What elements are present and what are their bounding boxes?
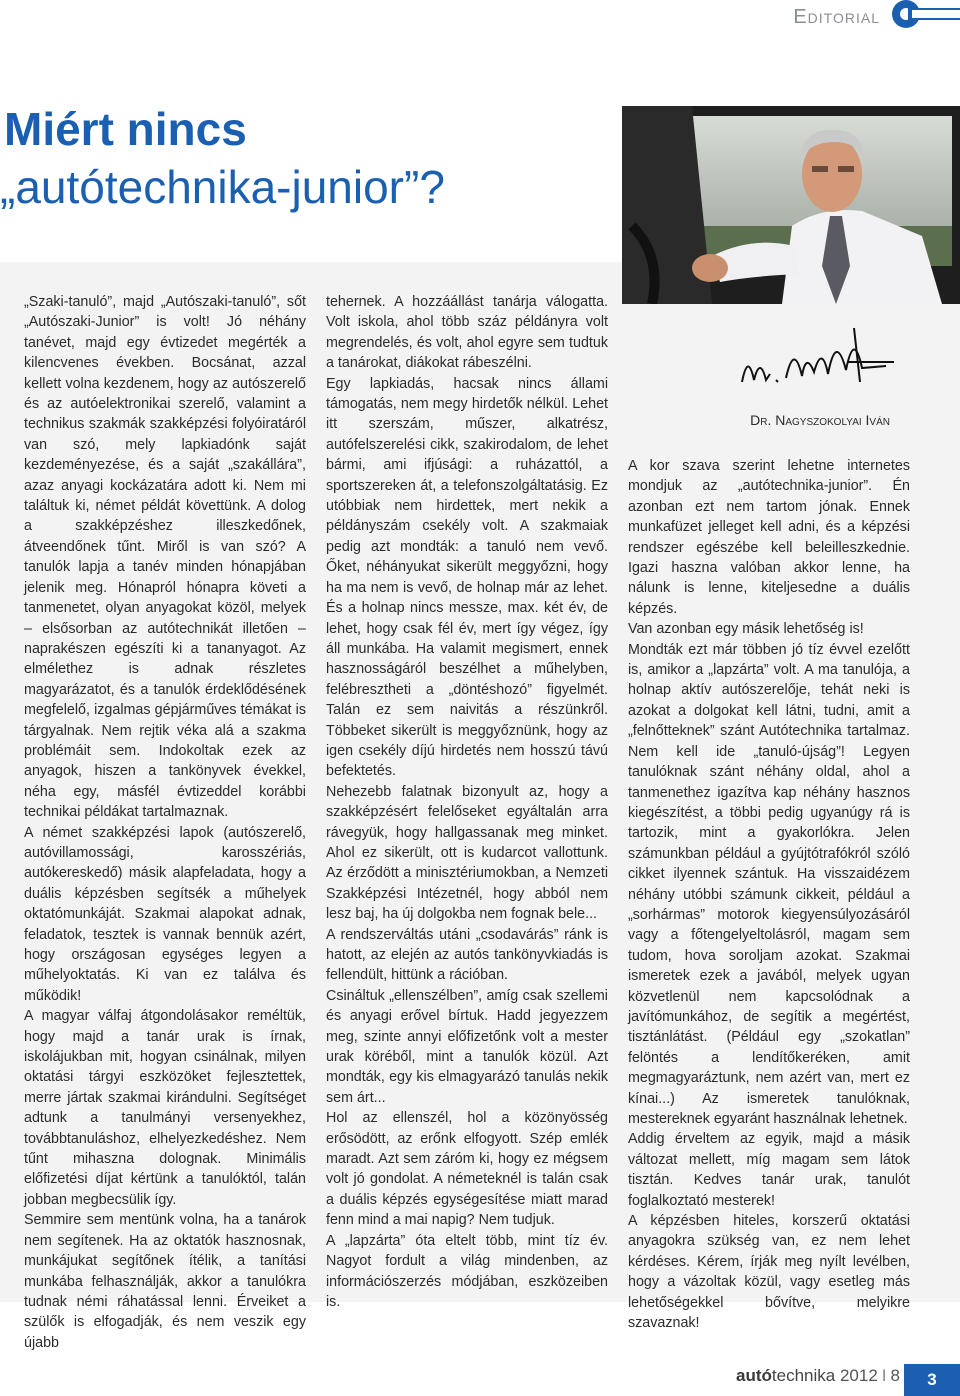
paragraph: Nehezebb falatnak bizonyult az, hogy a szakképzésért felelőseket egyáltalán arra rávegyük, hogy hallgassanak meg minket. Ahol ez sikerült, ott is kudarcot vallottunk. Az érződött a minisztériumokban, a Nemzeti Szakképzési Intézetnél, hogy abból nem lesz baj, ha új dolgokba nem fognak bele... [326, 783, 608, 923]
paragraph: „Szaki-tanuló”, majd „Autószaki-tanuló”, sőt „Autószaki-Junior” is volt! Jó néhány tanévet, majd egy évtizedet megérték a kilencvenes években. Bocsánat, azzal kellett volna kezdenem, hogy az autószerelő és az autóelektronikai szerelő, valamint a technikus szakmák szakképzési folyóiratáról van szó, mely lapkiadónk saját kezdeményezése, és a saját „szakállára”, azaz anyagi kockázatára adott ki. Nem mi találtuk ki, német példát követtünk. A dolog a szakképzéshez illeszkedőnek, átveendőnek tűnt. Miről is van szó? A tanulók lapja a tanév minden hónapjában jelenik meg. Hónapról hónapra követi a tanmenetet, olyan anyagokat közöl, melyek – elsősorban az autótechnikát illetően – naprakészen egészíti ki a tananyagot. Az elmélethez is adnak részletes magyarázatot, és a tanulók érdeklődésének megfelelő, izgalmas gépjárműves témákat is tárgyalnak. Nem rejtik véka alá a szakma problémáit sem. Indokoltak ezek az anyagok, hiszen a tankönyvek évekkel, néha egy, másfél évtizeddel korábbi technikai példákat tartalmaznak. [24, 294, 306, 821]
section-label: Editorial [793, 6, 880, 28]
author-signature [736, 322, 896, 400]
author-photo [622, 106, 960, 304]
footer-brand-light: technika [771, 1366, 836, 1385]
paragraph: Semmire sem mentünk volna, ha a tanárok nem segítenek. Ha az oktatók hasznosnak, munkájukat segítőnek ítélik, a tanítási munkába felhasználják, akkor a tanulókra tudnak némi ráhatással lenni. Érveiket a szülők is elfogadják, és nem veszik egy újabb [24, 1212, 306, 1351]
footer-separator: I [881, 1366, 887, 1385]
paragraph: Addig érveltem az egyik, majd a másik változat mellett, míg magam sem látok tisztán. Kedves tanár urak, tanulót foglalkoztató mesterek! [628, 1131, 910, 1209]
paragraph: A „lapzárta” óta eltelt több, mint tíz év. Nagyot fordult a világ mindenben, az információszerzés módjában, eszközeiben is. [326, 1232, 608, 1310]
paragraph: A képzésben hiteles, korszerű oktatási anyagokra szükség van, ez nem lehet kérdéses. Kérem, írják meg nyílt levélben, hogy a vázoltak közül, vagy esetleg más lehetőségekkel bővítve, melyikre szavaznak! [628, 1213, 910, 1332]
title-line-1: Miért nincs [4, 103, 247, 155]
paragraph: Csináltuk „ellenszélben”, amíg csak szellemi és anyagi erővel bírtuk. Hadd jegyezzem meg, szinte annyi előfizetőnk volt a mester urak köréből, mint a tanulók közül. Azt mondták, egy kis elmagyarázó tanulás nekik sem árt... [326, 987, 608, 1106]
paragraph: A rendszerváltás utáni „csodavárás” ránk is hatott, az elején az autós tankönyvkiadás is fellendült, hittünk a rációban. [326, 926, 608, 984]
footer-brand-bold: autó [736, 1366, 772, 1385]
paragraph: Hol az ellenszél, hol a közönyösség erősödött, az erőnk elfogyott. Szép emlék maradt. Azt sem záróm ki, hogy ez mégsem volt jó gondolat. A németeknél is talán csak a duális képzés egységesítése miatt marad fenn mind a mai napig? Nem tudjuk. [326, 1110, 608, 1229]
article-column-2 [326, 292, 608, 1312]
author-name: Dr. Nagyszokolyai Iván [750, 412, 890, 428]
paragraph: tehernek. A hozzáállást tanárja válogatta. Volt iskola, ahol több száz példányra volt megrendelés, és volt, ahol egyre sem tudtuk a tanárokat, diákokat rábeszélni. [326, 294, 608, 372]
paragraph: Van azonban egy másik lehetőség is! [628, 621, 864, 638]
paragraph: A német szakképzési lapok (autószerelő, autóvillamossági, karosszériás, autókereskedő) másik alapfeladata, hogy a duális képzésben segítsék a műhelyek oktatómunkáját. Szakmai alapokat adnak, feladatok, tesztek is vannak bennük azért, hogy országosan egységes legyen a műhelyoktatás. Ki van ez találva és működik! [24, 824, 306, 1004]
title-line-2: „autótechnika-junior”? [0, 161, 445, 213]
paragraph: A magyar válfaj átgondolásakor reméltük, hogy majd a tanár urak is írnak, iskolájukban mit, hogyan csinálnak, milyen oktatási tárgyi eszközöket fejlesztettek, merre jártak szakmai kirándulni. Segítséget adtunk a tanulmányi versenyekhez, továbbtanuláshoz, elhelyezkedéshez. Nem tűnt mihaszna dolognak. Minimális előfizetési díjat kértünk a tanulóktól, talán jobban megbecsülik így. [24, 1008, 306, 1208]
paragraph: A kor szava szerint lehetne internetes mondjuk az „autótechnika-junior”. Én azonban ezt nem tartom jónak. Ennek munkafüzet jelleget kell adni, és a képzési rendszer egészébe kell beleilleszkednie. Igazi haszna valóban akkor lenne, ha nálunk is lenne, kiteljesedne a duális képzés. [628, 458, 910, 617]
footer-year: 2012 [839, 1366, 878, 1385]
article-column-1 [24, 292, 306, 1353]
magazine-logo-icon [890, 0, 960, 34]
paragraph: Mondták ezt már többen jó tíz évvel ezelőtt is, amikor a „lapzárta” volt. A ma tanulója, a holnap aktív autószerelője, tehát neki is azokat a dolgokat kell látni, tudni, amit a „felnőtteknek” szánt Autótechnika tartalmaz. Nem kell ide „tanuló-újság”! Legyen tanulóknak szánt néhány oldal, ahol a tanmenethez igazítva kap néhány hasznos kiegészítést, a többi pedig ugyanúgy rá is tartozik, mint a gyakorlókra. Jelen számunkban például a gyújtótrafókról szóló cikket ilyennek szántuk. Ha visszaidézem néhány utóbbi számunk cikkeit, például a „sorhármas” motorok kiegyensúlyozásáról vagy a főtengelyeltolásról, magam sem tudom, hova soroljam azokat. Szakmai ismeretek ezek a javából, melyek ugyan közvetlenül nem kapcsolódnak a javítómunkához, de segítik a megértést, tisztánlátást. (Például egy „szokatlan” felöntés a lendítőkeréken, amit megmagyaráztunk, nem azért van, mert ez kínai...) Az ismeretek tanulóknak, mestereknek egyaránt használnak lehetnek. [628, 641, 910, 1127]
article-column-3 [628, 456, 910, 1333]
page-title [0, 100, 600, 216]
footer-issue: 8 [890, 1366, 900, 1385]
paragraph: Egy lapkiadás, hacsak nincs állami támogatás, nem megy hirdetők nélkül. Lehet itt szerszám, műszer, alkatrész, autófelszerelési cikk, szakirodalom, de lehet bármi, ami ifjúsági: a ruházattól, a sportszereken át, a telefonszolgáltatásig. Ez utóbbiak nem hirdettek, mert nekik a példányszám csekély volt. A szakmaiak pedig azt mondták: a tanuló nem vevő. Őket, néhányukat sikerült meggyőzni, hogy ha ma nem is vevő, de holnap már az lehet. És a holnap nincs messze, max. két év, de lehet, hogy csak fél év, mert így végez, így áll munkába. Ha valamit megismert, ennek hasznosságáról beszélhet a műhelyben, felébresztheti a „döntéshozó” figyelmét. Talán ez sem naivitás a részünkről. Többeket sikerült is meggyőznünk, hogy az igen csekély díjú hirdetés nem hosszú távú befektetés. [326, 375, 608, 780]
page-footer [736, 1366, 900, 1386]
page-number: 3 [904, 1364, 960, 1396]
